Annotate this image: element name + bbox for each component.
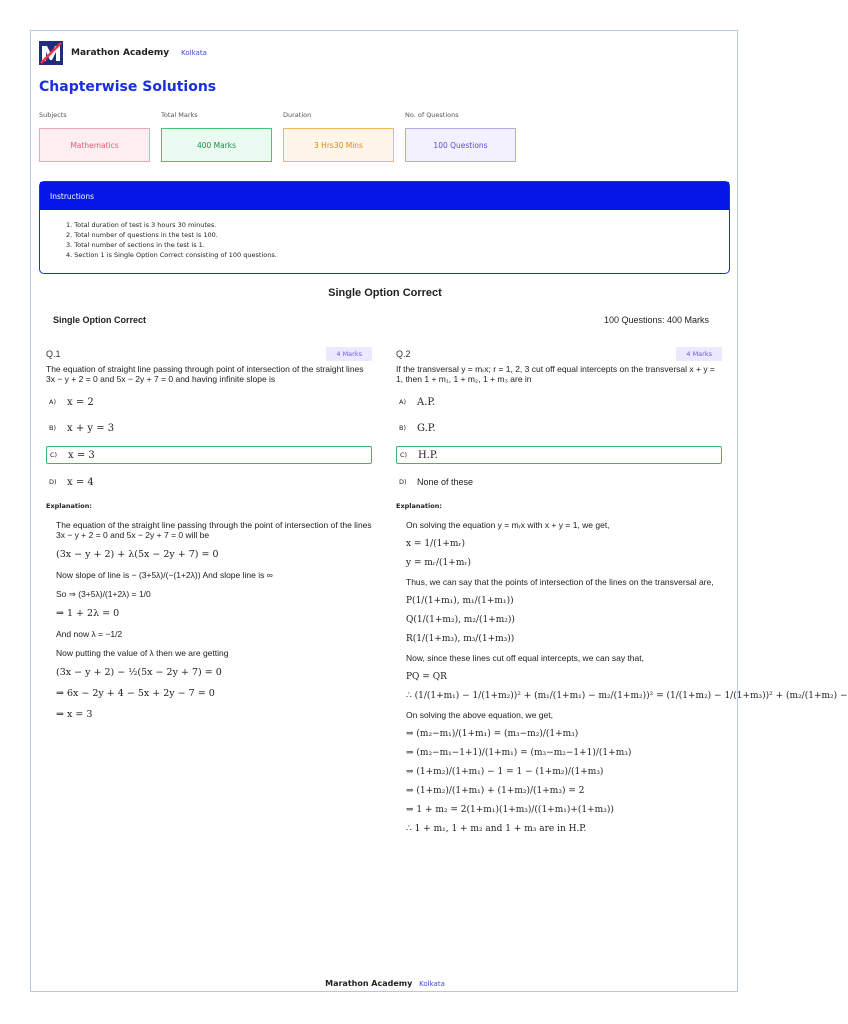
option-label: D)	[49, 478, 57, 486]
option-label: C)	[50, 451, 58, 459]
explanation-equation: ⇒ 1 + m₂ = 2(1+m₁)(1+m₃)/((1+m₁)+(1+m₃))	[406, 805, 614, 815]
option-label: A)	[49, 398, 56, 406]
stat-value: 100 Questions	[405, 128, 516, 162]
option-c-correct[interactable]	[396, 446, 722, 464]
option-value: x = 2	[67, 396, 94, 408]
explanation-line: And now λ = −1/2	[56, 629, 123, 639]
explanation-line: So ⇒ (3+5λ)/(1+2λ) = 1/0	[56, 589, 151, 599]
explanation-equation: P(1/(1+m₁), m₁/(1+m₁))	[406, 596, 514, 606]
explanation	[46, 520, 372, 720]
instruction-item: 4. Section 1 is Single Option Correct consisting of 100 questions.	[66, 251, 277, 259]
option-a[interactable]	[396, 394, 722, 410]
option-label: B)	[399, 424, 406, 432]
option-value: G.P.	[417, 422, 436, 434]
option-b[interactable]	[46, 420, 372, 436]
explanation-equation: y = mᵣ/(1+mᵣ)	[406, 558, 471, 568]
option-value: x + y = 3	[67, 422, 115, 434]
stat-value: 400 Marks	[161, 128, 272, 162]
brand-city: Kolkata	[181, 49, 207, 57]
explanation-equation: ⇒ (m₂−m₁−1+1)/(1+m₁) = (m₃−m₂−1+1)/(1+m₃)	[406, 748, 632, 758]
explanation	[396, 520, 848, 834]
instructions-list	[40, 210, 729, 260]
explanation-equation: ⇒ (m₂−m₁)/(1+m₁) = (m₃−m₂)/(1+m₃)	[406, 729, 579, 739]
explanation-line: On solving the above equation, we get,	[406, 710, 553, 720]
stat-label: No. of Questions	[405, 111, 459, 119]
explanation-line: On solving the equation y = mᵣx with x + y = 1, we get,	[406, 520, 610, 530]
instruction-item: 3. Total number of sections in the test is 1.	[66, 241, 205, 249]
option-label: C)	[400, 451, 408, 459]
explanation-line: Thus, we can say that the points of intersection of the lines on the transversal are,	[406, 577, 714, 587]
stat-questions	[405, 111, 516, 162]
option-a[interactable]	[46, 394, 372, 410]
stats-row	[39, 111, 516, 162]
footer-brand: Marathon Academy	[325, 979, 413, 988]
stat-duration	[283, 111, 394, 162]
option-label: A)	[399, 398, 406, 406]
stat-value: Mathematics	[39, 128, 150, 162]
option-b[interactable]	[396, 420, 722, 436]
explanation-line: Now putting the value of λ then we are getting	[56, 648, 229, 658]
explanation-line: Now slope of line is − (3+5λ)/(−(1+2λ)) And slope line is ∞	[56, 570, 273, 580]
section-summary: 100 Questions: 400 Marks	[603, 315, 709, 325]
stat-subjects	[39, 111, 150, 162]
stat-label: Duration	[283, 111, 312, 119]
marks-badge: 4 Marks	[326, 347, 372, 361]
option-value: A.P.	[417, 396, 436, 408]
question-text: If the transversal y = mᵣx; r = 1, 2, 3 cut off equal intercepts on the transversal x + y = 1, then 1 + m₁, 1 + m₂, 1 + m₃ are in	[396, 364, 715, 384]
explanation-line: Now, since these lines cut off equal intercepts, we can say that,	[406, 653, 644, 663]
explanation-line: The equation of the straight line passing through the point of intersection of the lines 3x − y + 2 = 0 and 5x − 2y + 7 = 0 will be	[56, 520, 372, 540]
instruction-item: 1. Total duration of test is 3 hours 30 minutes.	[66, 221, 217, 229]
option-d[interactable]	[46, 474, 372, 490]
option-value: None of these	[417, 477, 474, 487]
explanation-equation: ⇒ (1+m₂)/(1+m₁) − 1 = 1 − (1+m₂)/(1+m₃)	[406, 767, 604, 777]
stat-label: Total Marks	[161, 111, 198, 119]
explanation-equation: (3x − y + 2) − ½(5x − 2y + 7) = 0	[56, 667, 222, 678]
explanation-equation: ⇒ (1+m₂)/(1+m₁) + (1+m₂)/(1+m₃) = 2	[406, 786, 585, 796]
explanation-heading: Explanation:	[46, 502, 92, 510]
option-value: x = 3	[68, 449, 95, 461]
stat-value: 3 Hrs30 Mins	[283, 128, 394, 162]
explanation-equation: ⇒ 1 + 2λ = 0	[56, 608, 120, 619]
instructions-panel	[39, 181, 730, 274]
footer	[31, 979, 739, 988]
marks-badge: 4 Marks	[676, 347, 722, 361]
explanation-equation: ∴ (1/(1+m₁) − 1/(1+m₂))² + (m₁/(1+m₁) − m₂/(1+m₂))² = (1/(1+m₂) − 1/(1+m₃))² + (m₂/(1+m₂) −	[406, 691, 848, 701]
marathon-logo-icon	[39, 41, 63, 65]
section-name: Single Option Correct	[53, 315, 147, 325]
stat-total-marks	[161, 111, 272, 162]
question-text: The equation of straight line passing through point of intersection of the straight lines 3x − y + 2 = 0 and 5x − 2y + 7 = 0 and having infinite slope is	[46, 364, 364, 384]
option-value: H.P.	[418, 449, 438, 461]
explanation-heading: Explanation:	[396, 502, 442, 510]
brand-name: Marathon Academy	[71, 48, 170, 58]
option-c-correct[interactable]	[46, 446, 372, 464]
explanation-equation: (3x − y + 2) + λ(5x − 2y + 7) = 0	[56, 549, 219, 560]
explanation-equation: ⇒ 6x − 2y + 4 − 5x + 2y − 7 = 0	[56, 688, 215, 699]
option-label: B)	[49, 424, 56, 432]
instruction-item: 2. Total number of questions in the test is 100.	[66, 231, 218, 239]
question-1	[46, 347, 372, 730]
question-number: Q.2	[396, 349, 411, 359]
explanation-equation: PQ = QR	[406, 672, 447, 682]
option-value: x = 4	[67, 476, 94, 488]
option-d[interactable]	[396, 474, 722, 490]
explanation-equation: Q(1/(1+m₂), m₂/(1+m₂))	[406, 615, 515, 625]
stat-label: Subjects	[39, 111, 67, 119]
document-page	[30, 30, 848, 992]
question-2	[396, 347, 848, 843]
page-title: Chapterwise Solutions	[39, 79, 217, 95]
section-title: Single Option Correct	[328, 287, 442, 299]
instructions-heading: Instructions	[40, 182, 729, 210]
header-brand	[39, 41, 207, 65]
explanation-equation: x = 1/(1+mᵣ)	[406, 539, 466, 549]
explanation-equation: ∴ 1 + m₁, 1 + m₂ and 1 + m₃ are in H.P.	[406, 824, 587, 834]
explanation-equation: ⇒ x = 3	[56, 709, 93, 720]
option-label: D)	[399, 478, 407, 486]
footer-city: Kolkata	[419, 980, 445, 988]
explanation-equation: R(1/(1+m₃), m₃/(1+m₃))	[406, 634, 515, 644]
question-number: Q.1	[46, 349, 61, 359]
